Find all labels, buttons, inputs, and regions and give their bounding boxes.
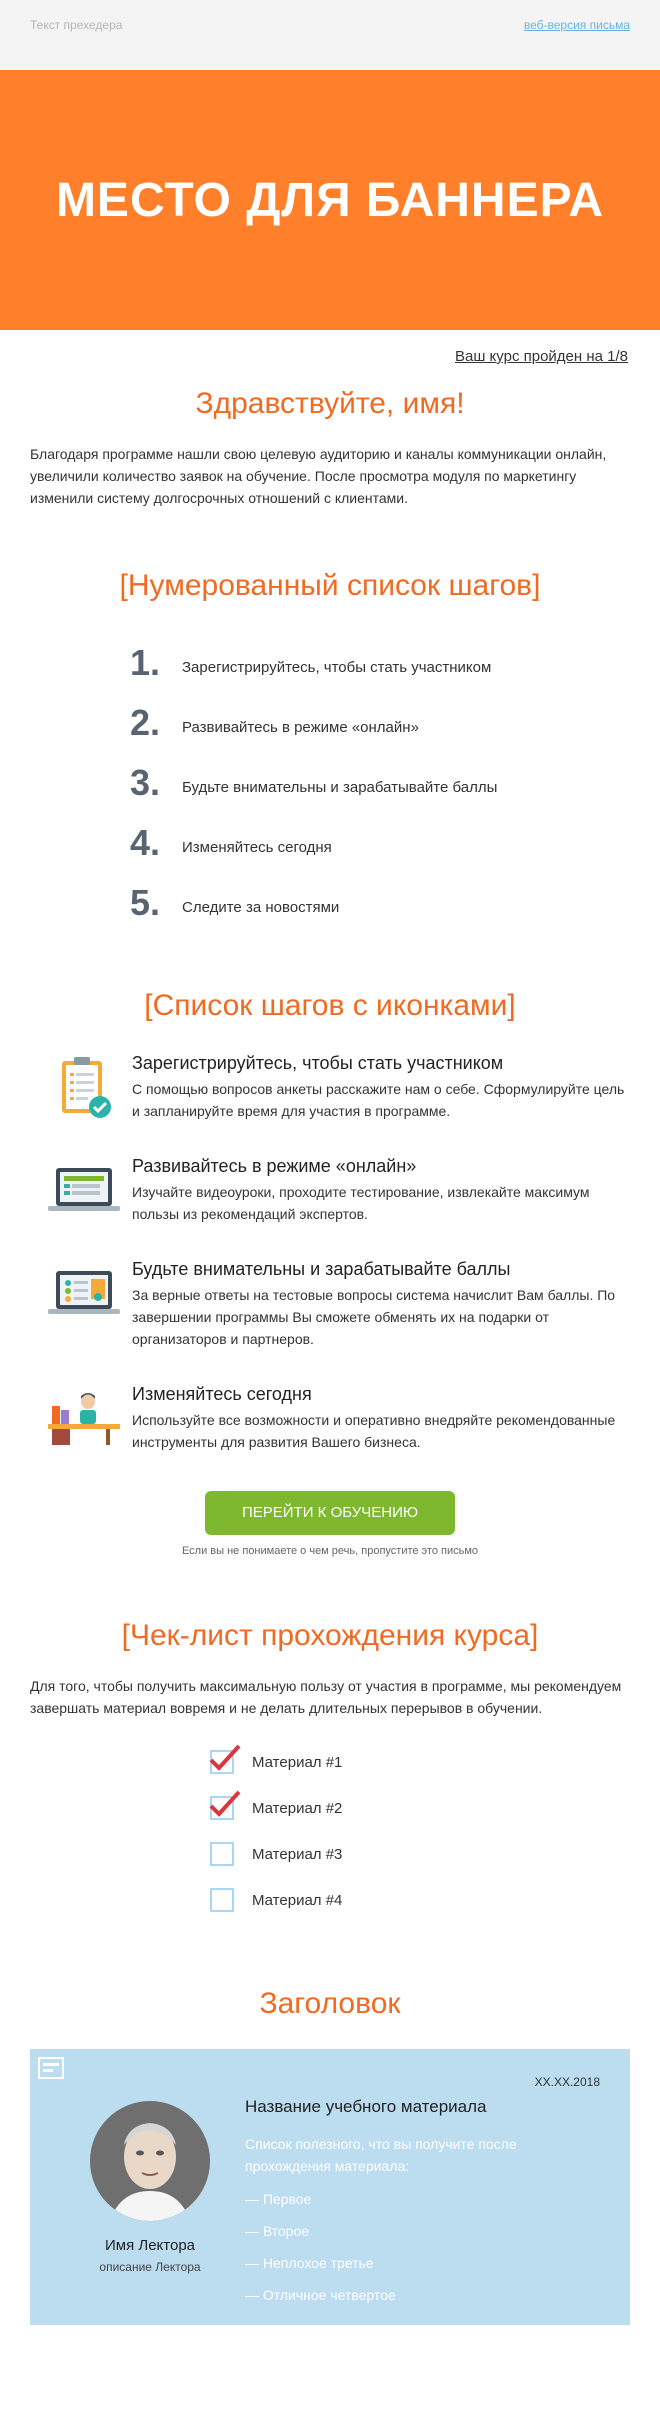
lector-block: [60, 2101, 240, 2274]
lector-name: Имя Лектора: [104, 2237, 196, 2254]
preheader-text: Текст прехедера: [30, 18, 123, 32]
banner-title: МЕСТО ДЛЯ БАННЕРА: [55, 173, 605, 227]
checkbox-unchecked[interactable]: [210, 1842, 234, 1866]
checklist-item[interactable]: [210, 1739, 660, 1785]
greeting-text: Благодаря программе нашли свою целевую аудиторию и каналы коммуникации онлайн, увеличили количество заявок на обучение. После просмотра модуля по маркетингу изменили систему долгосрочных отношений с клиентами.: [30, 446, 607, 506]
greeting-title: Здравствуйте, имя!: [195, 387, 465, 420]
icon-step-item: [40, 1156, 630, 1225]
icon-step-item: [40, 1259, 630, 1350]
check-mark-icon: [209, 1744, 241, 1774]
course-progress-link[interactable]: Ваш курс пройден на 1/8: [455, 348, 628, 365]
icon-step-text: С помощью вопросов анкеты расскажите нам о себе. Сформулируйте цель и запланируйте время для участия в программе.: [132, 1081, 625, 1119]
cta-wrap: [0, 1491, 660, 1535]
checklist-label: Материал #3: [252, 1845, 343, 1863]
checklist-label: Материал #2: [252, 1799, 343, 1817]
checklist-label: Материал #1: [252, 1753, 343, 1771]
checkbox-checked[interactable]: [210, 1796, 234, 1820]
banner[interactable]: [0, 70, 660, 330]
icon-step-text: Изучайте видеоуроки, проходите тестирование, извлекайте максимум пользы из рекомендаций экспертов.: [132, 1184, 590, 1222]
material-info: [245, 2097, 600, 2311]
material-point: — Первое: [245, 2191, 312, 2207]
material-point: — Неплохое третье: [245, 2255, 374, 2271]
step-number: 4.: [130, 822, 161, 863]
material-title: Название учебного материала: [245, 2097, 487, 2116]
step-text: Следите за новостями: [182, 898, 340, 916]
preheader: [0, 0, 660, 70]
material-point: — Отличное четвертое: [245, 2287, 396, 2303]
material-point: — Второе: [245, 2223, 310, 2239]
checklist: [210, 1739, 660, 1923]
checklist-item[interactable]: [210, 1831, 660, 1877]
step-number: 2.: [130, 702, 161, 743]
laptop-video-icon: [40, 1156, 128, 1224]
checkbox-unchecked[interactable]: [210, 1888, 234, 1912]
icon-steps-title: [Список шагов с иконками]: [144, 989, 516, 1022]
icon-step-item: [40, 1384, 630, 1453]
numbered-list: [130, 633, 660, 933]
icon-step-text: Используйте все возможности и оперативно внедряйте рекомендованные инструменты для развития Вашего бизнеса.: [132, 1412, 616, 1450]
checklist-label: Материал #4: [252, 1891, 343, 1909]
section-heading: Заголовок: [259, 1987, 401, 2020]
person-at-desk-icon: [40, 1384, 128, 1452]
step-text: Будьте внимательны и зарабатывайте баллы: [182, 778, 498, 796]
web-version-link[interactable]: веб-версия письма: [523, 18, 630, 32]
material-lead: Список полезного, что вы получите после прохождения материала:: [245, 2136, 517, 2174]
material-points: [245, 2183, 600, 2311]
step-text: Развивайтесь в режиме «онлайн»: [182, 718, 419, 736]
step-number: 3.: [130, 762, 161, 803]
icon-step-title: Будьте внимательны и зарабатывайте баллы: [132, 1259, 511, 1279]
numbered-list-item: [130, 753, 660, 813]
checklist-intro: Для того, чтобы получить максимальную пользу от участия в программе, мы рекомендуем завершать материал вовремя и не делать длительных перерывов в обучении.: [30, 1678, 622, 1716]
material-date: XX.XX.2018: [534, 2075, 600, 2089]
laptop-certificate-icon: [40, 1259, 128, 1327]
checklist-item[interactable]: [210, 1877, 660, 1923]
numbered-list-item: [130, 873, 660, 933]
numbered-list-item: [130, 813, 660, 873]
material-card: [30, 2049, 630, 2325]
icon-step-title: Зарегистрируйтесь, чтобы стать участником: [132, 1053, 504, 1073]
checkbox-checked[interactable]: [210, 1750, 234, 1774]
icon-step-item: [40, 1053, 630, 1122]
ticket-icon: [38, 2057, 64, 2084]
step-text: Изменяйтесь сегодня: [182, 838, 332, 856]
icon-steps-list: [40, 1053, 630, 1453]
cta-note: Если вы не понимаете о чем речь, пропустите это письмо: [181, 1545, 479, 1557]
numbered-list-item: [130, 633, 660, 693]
step-number: 5.: [130, 882, 161, 923]
clipboard-check-icon: [40, 1053, 128, 1121]
checklist-title: [Чек-лист прохождения курса]: [121, 1619, 539, 1652]
step-number: 1.: [130, 642, 161, 683]
icon-step-title: Развивайтесь в режиме «онлайн»: [132, 1156, 417, 1176]
check-mark-icon: [209, 1790, 241, 1820]
numbered-list-item: [130, 693, 660, 753]
icon-step-text: За верные ответы на тестовые вопросы система начислит Вам баллы. По завершении программы Вы сможете обменять их на подарки от организаторов и партнеров.: [132, 1287, 616, 1347]
course-progress: [0, 330, 660, 365]
step-text: Зарегистрируйтесь, чтобы стать участником: [182, 658, 492, 676]
numbered-list-title: [Нумерованный список шагов]: [119, 569, 541, 602]
checklist-item[interactable]: [210, 1785, 660, 1831]
lector-avatar: [90, 2101, 210, 2221]
icon-step-title: Изменяйтесь сегодня: [132, 1384, 312, 1404]
lector-description: описание Лектора: [99, 2260, 201, 2274]
go-to-learning-button[interactable]: ПЕРЕЙТИ К ОБУЧЕНИЮ: [205, 1491, 455, 1535]
